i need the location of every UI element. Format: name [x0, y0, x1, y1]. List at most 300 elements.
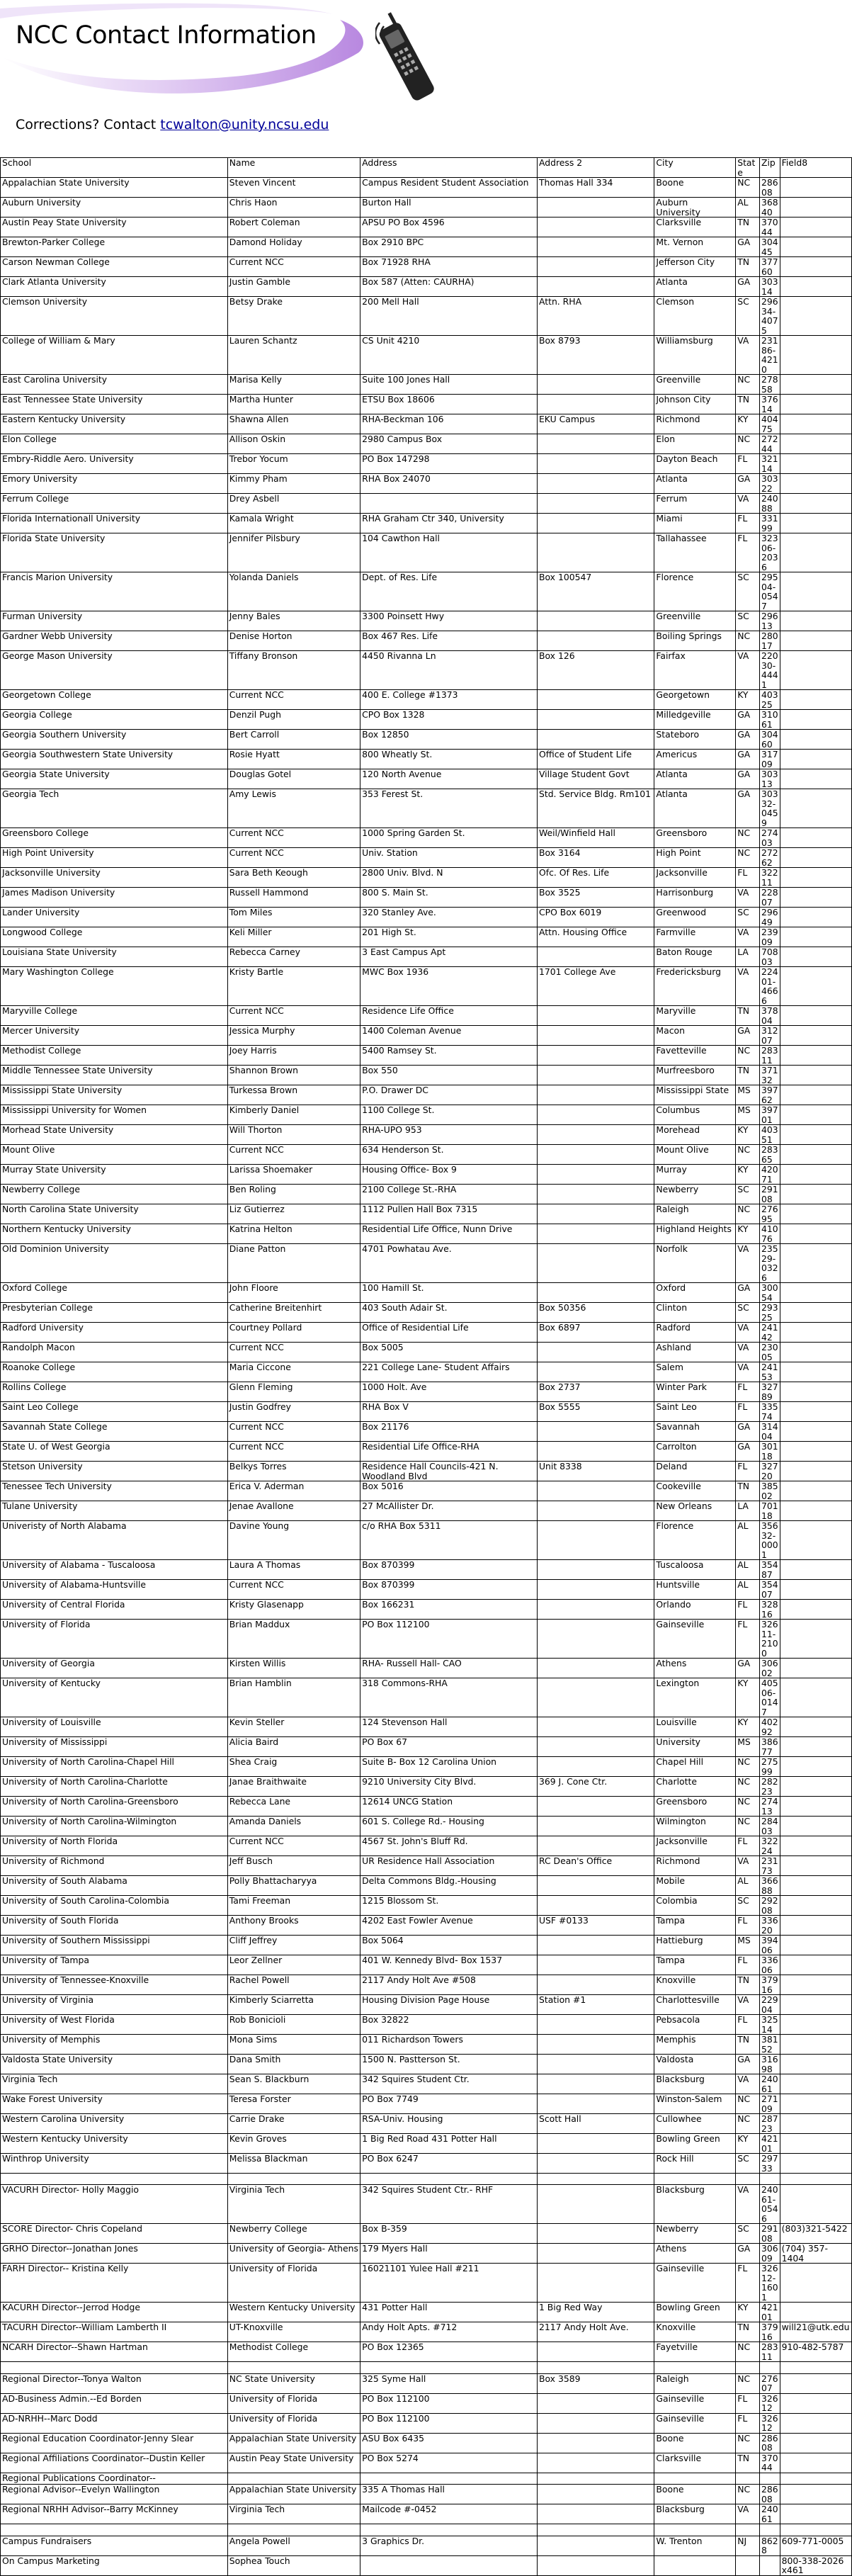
city-cell: Florence — [654, 572, 736, 611]
name-cell: Mona Sims — [227, 2035, 360, 2055]
city-cell: Wilmington — [654, 1817, 736, 1836]
zip-cell: 23005 — [759, 1343, 780, 1362]
address2-cell — [537, 2413, 654, 2433]
school-cell: Furman University — [1, 611, 228, 631]
state-cell: GA — [736, 750, 760, 769]
address-cell: Housing Office- Box 9 — [360, 1165, 538, 1185]
address2-cell: Office of Student Life — [537, 750, 654, 769]
state-cell: GA — [736, 2055, 760, 2074]
field8-cell — [780, 2433, 851, 2453]
table-row — [1, 1836, 852, 1856]
address-cell: 4202 East Fowler Avenue — [360, 1916, 538, 1936]
city-cell: Greenville — [654, 611, 736, 631]
state-cell: NC — [736, 2342, 760, 2362]
zip-cell: 22904 — [759, 1995, 780, 2015]
table-row — [1, 2244, 852, 2264]
field8-cell — [780, 1046, 851, 1066]
zip-cell: 39701 — [759, 1105, 780, 1125]
name-cell: Rachel Powell — [227, 1975, 360, 1995]
zip-cell — [759, 2362, 780, 2373]
city-cell: Knoxville — [654, 1975, 736, 1995]
field8-cell — [780, 888, 851, 908]
city-cell: Savannah — [654, 1422, 736, 1442]
zip-cell: 29108 — [759, 2224, 780, 2244]
address2-cell — [537, 2485, 654, 2504]
school-cell: Wake Forest University — [1, 2094, 228, 2114]
address-cell: 1112 Pullen Hall Box 7315 — [360, 1204, 538, 1224]
state-cell: FL — [736, 1955, 760, 1975]
address-cell: 1100 College St. — [360, 1105, 538, 1125]
city-cell: Boiling Springs — [654, 631, 736, 651]
school-cell: GRHO Director--Jonathan Jones — [1, 2244, 228, 2264]
address-cell: Delta Commons Bldg.-Housing — [360, 1876, 538, 1896]
zip-cell: 24088 — [759, 494, 780, 514]
field8-cell: will21@utk.edu — [780, 2322, 851, 2342]
table-row — [1, 2485, 852, 2504]
school-cell: AD-Business Admin.--Ed Borden — [1, 2393, 228, 2413]
field8-cell: 800-338-2026 x461 — [780, 2555, 851, 2575]
address2-cell — [537, 2524, 654, 2536]
school-cell: Gardner Webb University — [1, 631, 228, 651]
address-cell: 353 Ferest St. — [360, 789, 538, 828]
table-row — [1, 1955, 852, 1975]
corrections-email-link[interactable]: tcwalton@unity.ncsu.edu — [160, 117, 329, 132]
address-cell: Box 166231 — [360, 1600, 538, 1620]
field8-cell — [780, 1066, 851, 1085]
city-cell: Morehead — [654, 1125, 736, 1145]
school-cell: Regional Director--Tonya Walton — [1, 2373, 228, 2393]
school-cell: University of Virginia — [1, 1995, 228, 2015]
address-cell: RHA Graham Ctr 340, University — [360, 514, 538, 533]
address2-cell — [537, 1046, 654, 1066]
table-row — [1, 1777, 852, 1797]
address2-cell — [537, 1125, 654, 1145]
address2-cell — [537, 1659, 654, 1678]
address-cell: 200 Mell Hall — [360, 297, 538, 336]
table-row — [1, 474, 852, 494]
state-cell: TN — [736, 395, 760, 414]
school-cell: NCARH Director--Shawn Hartman — [1, 2342, 228, 2362]
table-row — [1, 1362, 852, 1382]
address2-cell — [537, 1244, 654, 1283]
table-row — [1, 1501, 852, 1521]
table-row — [1, 257, 852, 277]
city-cell: Columbus — [654, 1105, 736, 1125]
name-cell: NC State University — [227, 2373, 360, 2393]
city-cell: Bowling Green — [654, 2303, 736, 2322]
name-cell: Davine Young — [227, 1521, 360, 1560]
address-cell: PO Box 7749 — [360, 2094, 538, 2114]
zip-cell: 24061-0546 — [759, 2185, 780, 2224]
field8-cell — [780, 1817, 851, 1836]
zip-cell: 38502 — [759, 1481, 780, 1501]
table-row — [1, 1105, 852, 1125]
address-cell: 16021101 Yulee Hall #211 — [360, 2264, 538, 2303]
zip-cell: 27109 — [759, 2094, 780, 2114]
school-cell: Regional Advisor--Evelyn Wallington — [1, 2485, 228, 2504]
state-cell — [736, 2174, 760, 2185]
address2-cell — [537, 1797, 654, 1817]
name-cell: Damond Holiday — [227, 237, 360, 257]
state-cell: FL — [736, 1462, 760, 1481]
state-cell: FL — [736, 1916, 760, 1936]
name-cell: Betsy Drake — [227, 297, 360, 336]
field8-cell — [780, 2453, 851, 2473]
table-row — [1, 2074, 852, 2094]
school-cell: Austin Peay State University — [1, 218, 228, 237]
field8-cell — [780, 1382, 851, 1402]
state-cell: NC — [736, 1204, 760, 1224]
field8-cell — [780, 1026, 851, 1046]
school-cell: Campus Fundraisers — [1, 2536, 228, 2555]
contacts-table — [0, 157, 852, 2576]
field8-cell — [780, 1303, 851, 1323]
school-cell: Methodist College — [1, 1046, 228, 1066]
state-cell: KY — [736, 1678, 760, 1717]
name-cell: Ben Roling — [227, 1185, 360, 1204]
table-row — [1, 237, 852, 257]
address-cell: Box 2910 BPC — [360, 237, 538, 257]
address2-cell — [537, 1896, 654, 1916]
field8-cell — [780, 1797, 851, 1817]
zip-cell: 30332-0459 — [759, 789, 780, 828]
field8-cell — [780, 967, 851, 1006]
name-cell: Erica V. Aderman — [227, 1481, 360, 1501]
field8-cell — [780, 1856, 851, 1876]
address2-cell — [537, 1600, 654, 1620]
state-cell: MS — [736, 1085, 760, 1105]
field8-cell — [780, 1936, 851, 1955]
state-cell: KY — [736, 690, 760, 710]
name-cell: Current NCC — [227, 1343, 360, 1362]
zip-cell: 32612 — [759, 2413, 780, 2433]
zip-cell: 35407 — [759, 1580, 780, 1600]
school-cell: Western Carolina University — [1, 2114, 228, 2134]
name-cell: Brian Maddux — [227, 1620, 360, 1659]
address-cell: 800 S. Main St. — [360, 888, 538, 908]
city-cell: Auburn University — [654, 198, 736, 218]
address-cell: 179 Myers Hall — [360, 2244, 538, 2264]
zip-cell: 37132 — [759, 1066, 780, 1085]
address-cell: PO Box 112100 — [360, 1620, 538, 1659]
school-cell: Clark Atlanta University — [1, 277, 228, 297]
field8-cell — [780, 218, 851, 237]
state-cell: SC — [736, 572, 760, 611]
state-cell: GA — [736, 789, 760, 828]
field8-cell — [780, 1006, 851, 1026]
name-cell: Current NCC — [227, 1836, 360, 1856]
city-cell: Atlanta — [654, 769, 736, 789]
school-cell: Francis Marion University — [1, 572, 228, 611]
school-cell: Univeristy of North Alabama — [1, 1521, 228, 1560]
zip-cell: 31698 — [759, 2055, 780, 2074]
name-cell: Steven Vincent — [227, 178, 360, 198]
zip-cell: 33574 — [759, 1402, 780, 1422]
table-row — [1, 533, 852, 572]
column-header: City — [654, 158, 736, 178]
field8-cell — [780, 1481, 851, 1501]
state-cell: NC — [736, 178, 760, 198]
city-cell: Rock Hill — [654, 2154, 736, 2174]
address-cell: RHA-Beckman 106 — [360, 414, 538, 434]
school-cell: Georgia State University — [1, 769, 228, 789]
address-cell: 800 Wheatly St. — [360, 750, 538, 769]
city-cell: Norfolk — [654, 1244, 736, 1283]
name-cell: Allison Oskin — [227, 434, 360, 454]
school-cell: Savannah State College — [1, 1422, 228, 1442]
name-cell — [227, 2473, 360, 2484]
table-row — [1, 2393, 852, 2413]
zip-cell: 29108 — [759, 1185, 780, 1204]
city-cell: Milledgeville — [654, 710, 736, 730]
name-cell: Will Thorton — [227, 1125, 360, 1145]
address2-cell — [537, 2473, 654, 2484]
corrections-label: Corrections? Contact — [16, 117, 161, 132]
school-cell: FARH Director-- Kristina Kelly — [1, 2264, 228, 2303]
name-cell — [227, 2524, 360, 2536]
state-cell: TN — [736, 2453, 760, 2473]
field8-cell — [780, 750, 851, 769]
city-cell: Richmond — [654, 1856, 736, 1876]
address-cell: Residence Hall Councils-421 N. Woodland Blvd — [360, 1462, 538, 1481]
city-cell: Clarksville — [654, 2453, 736, 2473]
address-cell: CS Unit 4210 — [360, 336, 538, 375]
city-cell: Atlanta — [654, 789, 736, 828]
city-cell: Tampa — [654, 1916, 736, 1936]
address2-cell — [537, 1026, 654, 1046]
field8-cell: (704) 357-1404 — [780, 2244, 851, 2264]
table-row — [1, 908, 852, 927]
table-row — [1, 2536, 852, 2555]
table-row — [1, 1916, 852, 1936]
address-cell: Box 550 — [360, 1066, 538, 1085]
state-cell: MS — [736, 1936, 760, 1955]
zip-cell: 37044 — [759, 2453, 780, 2473]
table-row — [1, 1797, 852, 1817]
field8-cell — [780, 1955, 851, 1975]
name-cell: Current NCC — [227, 690, 360, 710]
state-cell: VA — [736, 2185, 760, 2224]
city-cell: Deland — [654, 1462, 736, 1481]
table-row — [1, 572, 852, 611]
address-cell: Box 5016 — [360, 1481, 538, 1501]
table-row — [1, 2224, 852, 2244]
field8-cell — [780, 789, 851, 828]
name-cell: Janae Braithwaite — [227, 1777, 360, 1797]
name-cell: Jessica Murphy — [227, 1026, 360, 1046]
field8-cell — [780, 395, 851, 414]
address-cell: PO Box 6247 — [360, 2154, 538, 2174]
address2-cell — [537, 2362, 654, 2373]
address-cell: 1000 Spring Garden St. — [360, 828, 538, 848]
address2-cell — [537, 2244, 654, 2264]
zip-cell: 30609 — [759, 2244, 780, 2264]
name-cell: Larissa Shoemaker — [227, 1165, 360, 1185]
name-cell: Sara Beth Keough — [227, 868, 360, 888]
address2-cell: Box 3525 — [537, 888, 654, 908]
state-cell: AL — [736, 1560, 760, 1580]
table-row — [1, 2322, 852, 2342]
city-cell: Newberry — [654, 1185, 736, 1204]
name-cell: Polly Bhattacharyya — [227, 1876, 360, 1896]
address-cell: Residential Life Office-RHA — [360, 1442, 538, 1462]
name-cell: Current NCC — [227, 1006, 360, 1026]
state-cell: NC — [736, 848, 760, 868]
state-cell: MS — [736, 1737, 760, 1757]
name-cell: Laura A Thomas — [227, 1560, 360, 1580]
table-row — [1, 690, 852, 710]
state-cell: AL — [736, 1876, 760, 1896]
zip-cell: 40475 — [759, 414, 780, 434]
state-cell: VA — [736, 927, 760, 947]
school-cell: Brewton-Parker College — [1, 237, 228, 257]
zip-cell: 27858 — [759, 375, 780, 395]
zip-cell: 27413 — [759, 1797, 780, 1817]
city-cell: Greenwood — [654, 908, 736, 927]
school-cell: Northern Kentucky University — [1, 1224, 228, 1244]
state-cell: VA — [736, 1856, 760, 1876]
field8-cell — [780, 2303, 851, 2322]
state-cell: SC — [736, 2154, 760, 2174]
address2-cell — [537, 1422, 654, 1442]
field8-cell — [780, 1620, 851, 1659]
address2-cell — [537, 1678, 654, 1717]
school-cell — [1, 2174, 228, 2185]
city-cell: Mississippi State — [654, 1085, 736, 1105]
zip-cell: 32612-1601 — [759, 2264, 780, 2303]
state-cell: NC — [736, 828, 760, 848]
column-header: Field8 — [780, 158, 851, 178]
name-cell: Current NCC — [227, 848, 360, 868]
zip-cell: 27599 — [759, 1757, 780, 1777]
address-cell: RHA- Russell Hall- CAO — [360, 1659, 538, 1678]
field8-cell — [780, 494, 851, 514]
address2-cell — [537, 2015, 654, 2035]
state-cell: GA — [736, 1283, 760, 1303]
school-cell: University of North Carolina-Charlotte — [1, 1777, 228, 1797]
zip-cell: 28403 — [759, 1817, 780, 1836]
address2-cell — [537, 2433, 654, 2453]
city-cell: Williamsburg — [654, 336, 736, 375]
name-cell: Shannon Brown — [227, 1066, 360, 1085]
city-cell: Boone — [654, 178, 736, 198]
city-cell: Georgetown — [654, 690, 736, 710]
school-cell: University of North Carolina-Chapel Hill — [1, 1757, 228, 1777]
state-cell — [736, 2362, 760, 2373]
name-cell: Kimmy Pham — [227, 474, 360, 494]
address2-cell — [537, 1105, 654, 1125]
zip-cell: 36840 — [759, 198, 780, 218]
address2-cell: RC Dean's Office — [537, 1856, 654, 1876]
field8-cell — [780, 2134, 851, 2154]
state-cell: TN — [736, 218, 760, 237]
address-cell: RHA Box 24070 — [360, 474, 538, 494]
address2-cell: 1701 College Ave — [537, 967, 654, 1006]
school-cell: Newberry College — [1, 1185, 228, 1204]
city-cell: Farmville — [654, 927, 736, 947]
school-cell: Rollins College — [1, 1382, 228, 1402]
school-cell: University of Alabama - Tuscaloosa — [1, 1560, 228, 1580]
city-cell: Cullowhee — [654, 2114, 736, 2134]
table-row — [1, 1975, 852, 1995]
address2-cell — [537, 1165, 654, 1185]
field8-cell — [780, 1283, 851, 1303]
name-cell: Teresa Forster — [227, 2094, 360, 2114]
address2-cell — [537, 2074, 654, 2094]
address-cell: 3300 Poinsett Hwy — [360, 611, 538, 631]
address2-cell — [537, 2342, 654, 2362]
state-cell: SC — [736, 908, 760, 927]
zip-cell: 32114 — [759, 454, 780, 474]
zip-cell: 28608 — [759, 2433, 780, 2453]
name-cell: Sophea Touch — [227, 2555, 360, 2575]
field8-cell — [780, 1501, 851, 1521]
table-row — [1, 198, 852, 218]
field8-cell — [780, 927, 851, 947]
address2-cell — [537, 1757, 654, 1777]
address-cell: Box 870399 — [360, 1560, 538, 1580]
zip-cell: 42071 — [759, 1165, 780, 1185]
zip-cell: 32211 — [759, 868, 780, 888]
address-cell: PO Box 147298 — [360, 454, 538, 474]
column-header: Name — [227, 158, 360, 178]
zip-cell: 30460 — [759, 730, 780, 750]
school-cell: Carson Newman College — [1, 257, 228, 277]
field8-cell — [780, 297, 851, 336]
address-cell: 601 S. College Rd.- Housing — [360, 1817, 538, 1836]
address2-cell — [537, 375, 654, 395]
address-cell: 403 South Adair St. — [360, 1303, 538, 1323]
table-row — [1, 2134, 852, 2154]
school-cell: Ferrum College — [1, 494, 228, 514]
name-cell: Kevin Steller — [227, 1717, 360, 1737]
address-cell: 400 E. College #1373 — [360, 690, 538, 710]
city-cell: Chapel Hill — [654, 1757, 736, 1777]
state-cell: FL — [736, 1600, 760, 1620]
field8-cell — [780, 1442, 851, 1462]
address-cell: 431 Potter Hall — [360, 2303, 538, 2322]
school-cell: Valdosta State University — [1, 2055, 228, 2074]
zip-cell: 23173 — [759, 1856, 780, 1876]
address-cell: Box 5005 — [360, 1343, 538, 1362]
zip-cell: 23529-0326 — [759, 1244, 780, 1283]
name-cell: Melissa Blackman — [227, 2154, 360, 2174]
city-cell: Favetteville — [654, 1046, 736, 1066]
name-cell: John Floore — [227, 1283, 360, 1303]
state-cell: TN — [736, 2035, 760, 2055]
address2-cell: Attn. Housing Office — [537, 927, 654, 947]
table-row — [1, 1521, 852, 1560]
address-cell: RHA-UPO 953 — [360, 1125, 538, 1145]
address-cell: 1400 Coleman Avenue — [360, 1026, 538, 1046]
school-cell: On Campus Marketing — [1, 2555, 228, 2575]
zip-cell: 37916 — [759, 1975, 780, 1995]
name-cell: Western Kentucky University — [227, 2303, 360, 2322]
field8-cell — [780, 277, 851, 297]
address2-cell — [537, 257, 654, 277]
zip-cell: 38677 — [759, 1737, 780, 1757]
address2-cell: Village Student Govt — [537, 769, 654, 789]
zip-cell: 37760 — [759, 257, 780, 277]
city-cell: Gainseville — [654, 1620, 736, 1659]
address2-cell — [537, 2035, 654, 2055]
address-cell: ETSU Box 18606 — [360, 395, 538, 414]
field8-cell — [780, 1402, 851, 1422]
field8-cell — [780, 1085, 851, 1105]
city-cell: Stateboro — [654, 730, 736, 750]
name-cell: Anthony Brooks — [227, 1916, 360, 1936]
address2-cell — [537, 730, 654, 750]
